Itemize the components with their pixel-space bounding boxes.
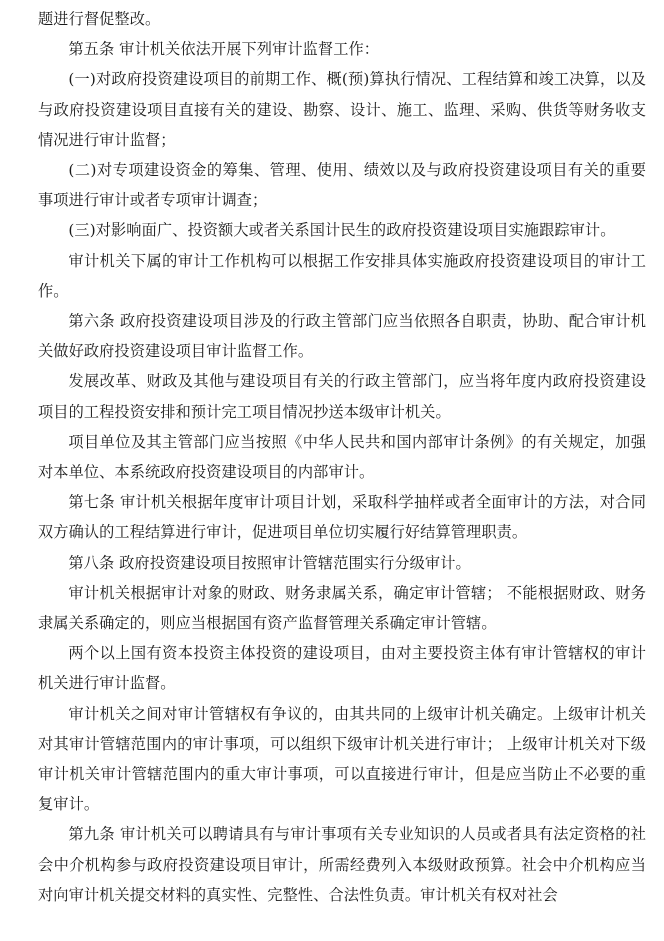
- article-6-paragraph-3: 项目单位及其主管部门应当按照《中华人民共和国内部审计条例》的有关规定，加强对本单位、本系统政府投资建设项目的内部审计。: [38, 432, 646, 482]
- article-8-paragraph-1: 第八条 政府投资建设项目按照审计管辖范围实行分级审计。: [68, 553, 471, 572]
- article-9-paragraph: 第九条 审计机关可以聘请具有与审计事项有关专业知识的人员或者具有法定资格的社会中介机构参与政府投资建设项目审计，所需经费列入本级财政预算。社会中介机构应当对向审计机关提交材料的真实性、完整性、合法性负责。审计机关有权对社会: [38, 825, 646, 904]
- article-8-paragraph-2: 审计机关根据审计对象的财政、财务隶属关系，确定审计管辖； 不能根据财政、财务隶属关系确定的，则应当根据国有资产监督管理关系确定审计管辖。: [38, 583, 646, 633]
- article-5-item-1: (一)对政府投资建设项目的前期工作、概(预)算执行情况、工程结算和竣工决算，以及与政府投资建设项目直接有关的建设、勘察、设计、施工、监理、采购、供货等财务收支情况进行审计监督；: [38, 70, 646, 149]
- article-6-paragraph-2: 发展改革、财政及其他与建设项目有关的行政主管部门，应当将年度内政府投资建设项目的工程投资安排和预计完工项目情况抄送本级审计机关。: [38, 372, 646, 421]
- article-5-item-2: (二)对专项建设资金的筹集、管理、使用、绩效以及与政府投资建设项目有关的重要事项进行审计或者专项审计调查；: [38, 161, 646, 210]
- article-6-paragraph-1: 第六条 政府投资建设项目涉及的行政主管部门应当依照各自职责，协助、配合审计机关做好政府投资建设项目审计监督工作。: [38, 312, 646, 361]
- article-5-item-3: (三)对影响面广、投资额大或者关系国计民生的政府投资建设项目实施跟踪审计。: [68, 221, 616, 240]
- article-5-paragraph: 审计机关下属的审计工作机构可以根据工作安排具体实施政府投资建设项目的审计工作。: [38, 251, 646, 300]
- article-8-paragraph-3: 两个以上国有资本投资主体投资的建设项目，由对主要投资主体有审计管辖权的审计机关进行审计监督。: [38, 644, 646, 693]
- article-7-paragraph: 第七条 审计机关根据年度审计项目计划，采取科学抽样或者全面审计的方法，对合同双方确认的工程结算进行审计，促进项目单位切实履行好结算管理职责。: [38, 493, 646, 542]
- paragraph-continuation: 题进行督促整改。: [38, 10, 161, 28]
- article-8-paragraph-4: 审计机关之间对审计管辖权有争议的，由其共同的上级审计机关确定。上级审计机关对其审计管辖范围内的审计事项，可以组织下级审计机关进行审计； 上级审计机关对下级审计机关审计管辖范围内的重大审计事项，可以直接进行审计，但是应当防止不必要的重复审计。: [38, 704, 646, 814]
- article-5-heading: 第五条 审计机关依法开展下列审计监督工作：: [68, 40, 380, 59]
